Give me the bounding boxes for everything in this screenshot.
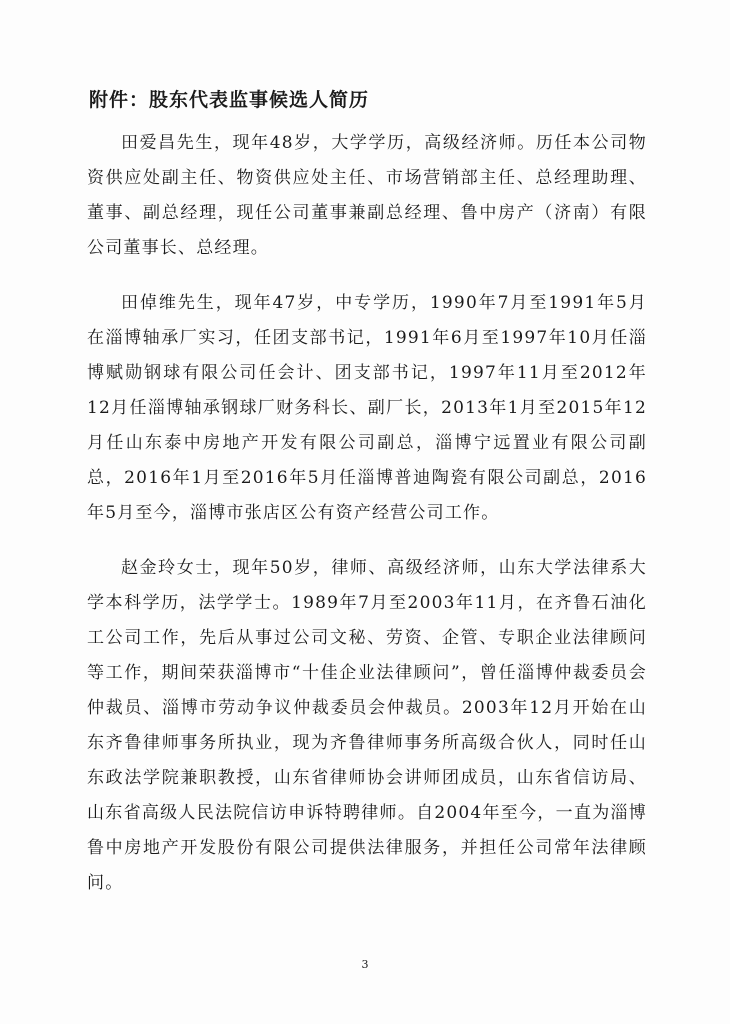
document-heading: 附件：股东代表监事候选人简历 [89, 89, 370, 111]
page-number: 3 [361, 958, 369, 971]
bio-paragraph-zhao-jinling: 赵金玲女士，现年50岁，律师、高级经济师，山东大学法律系大学本科学历，法学学士。1989年7月至2003年11月，在齐鲁石油化工公司工作，先后从事过公司文秘、劳资、企管、专职企业法律顾问等工作，期间荣获淄博市“十佳企业法律顾问”，曾任淄博仲裁委员会仲裁员、淄博市劳动争议仲裁委员会仲裁员。2003年12月开始在山东齐鲁律师事务所执业，现为齐鲁律师事务所高级合伙人，同时任山东政法学院兼职教授，山东省律师协会讲师团成员，山东省信访局、山东省高级人民法院信访申诉特聘律师。自2004年至今，一直为淄博鲁中房地产开发股份有限公司提供法律服务，并担任公司常年法律顾问。 [87, 558, 647, 893]
bio-paragraph-tian-aichang: 田爱昌先生，现年48岁，大学学历，高级经济师。历任本公司物资供应处副主任、物资供应处主任、市场营销部主任、总经理助理、董事、副总经理，现任公司董事兼副总经理、鲁中房产（济南）有限公司董事长、总经理。 [87, 133, 647, 258]
bio-paragraph-tian-zhuowei: 田倬维先生，现年47岁，中专学历，1990年7月至1991年5月在淄博轴承厂实习，任团支部书记，1991年6月至1997年10月任淄博赋勋钢球有限公司任会计、团支部书记，1997年11月至2012年12月任淄博轴承钢球厂财务科长、副厂长，2013年1月至2015年12月任山东泰中房地产开发有限公司副总，淄博宁远置业有限公司副总，2016年1月至2016年5月任淄博普迪陶瓷有限公司副总，2016年5月至今，淄博市张店区公有资产经营公司工作。 [87, 293, 647, 523]
